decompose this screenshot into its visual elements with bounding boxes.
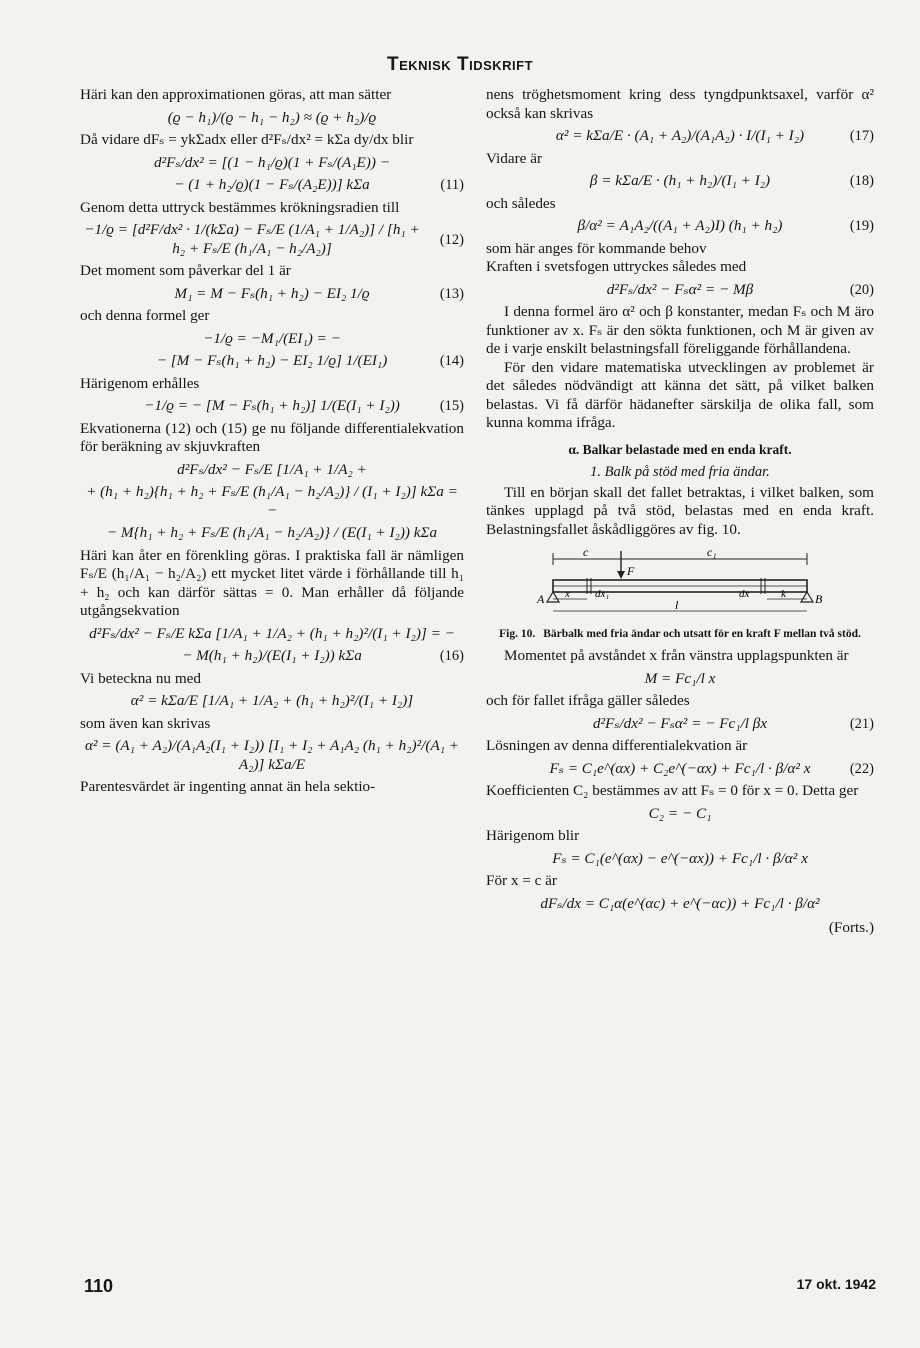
equation-number: (15) [439,398,464,414]
label-A: A [537,592,545,606]
equation-diff-b: + (h₁ + h₂){h₁ + h₂ + Fₛ/E (h₁/A₁ − h₂/A₂)} / (I₁ + I₂)] kΣa = − [86,483,458,519]
continued-note: (Forts.) [828,919,874,936]
paragraph: Häri kan den approximationen göras, att man sätter [80,86,392,103]
equation-19: β/α² = A₁A₂/((A₁ + A₂)I) (h₁ + h₂) (19) [577,217,874,234]
paragraph: som här anges för kommande behov [486,239,707,257]
equation-approx: (ϱ − h₁)/(ϱ − h₁ − h₂) ≈ (ϱ + h₂)/ϱ [167,108,377,126]
paragraph: och för fallet ifråga gäller således [486,692,690,709]
paragraph: Lösningen av denna differentialekvation är [486,737,748,754]
equation-C2: C₂ = − C₁ [648,804,712,822]
paragraph: För x = c är [486,872,557,889]
equation-dFs: dFₛ/dx = C₁α(e^(αc) + e^(−αc)) + Fc₁/l · β/α² [540,894,820,912]
equation-number: (22) [849,760,874,777]
equation-diff-a: d²Fₛ/dx² − Fₛ/E [1/A₁ + 1/A₂ + [177,460,367,478]
equation-18: β = kΣa/E · (h₁ + h₂)/(I₁ + I₂) (18) [589,172,874,189]
equation-number: (19) [849,218,874,234]
label-l: l [675,598,679,612]
journal-title: Teknisk Tidskrift [386,54,534,75]
equation-M: M = Fc₁/l x [644,669,716,687]
equation-21: d²Fₛ/dx² − Fₛα² = − Fc₁/l βx (21) [592,714,874,732]
label-F: F [627,564,635,578]
equation-number: (13) [439,285,464,302]
equation-number: (20) [849,281,874,298]
equation-alpha: α² = kΣa/E [1/A₁ + 1/A₂ + (h₁ + h₂)²/(I₁ + I₂)] [130,692,414,709]
paragraph: För den vidare matematiska utvecklingen av problemet är det således nödvändigt att känna det sätt, på vilket balken belastas. Vi få därför hädanefter särskilja de olika fall, som kunna komma ifråga. [486,358,874,431]
left-column [80,86,464,797]
equation-13: M₁ = M − Fₛ(h₁ + h₂) − EI₂ 1/ϱ (13) [174,284,464,302]
figure-10 [535,545,825,623]
paragraph: Vi beteckna nu med [80,669,201,687]
paragraph: Till en början skall det fallet betraktas, i vilket balken, som tänkes upplagd på två stöd, belastas med en enda kraft. Belastningsfallet åskådliggöres av fig. 10. [486,483,874,538]
equation-14b: − [M − Fₛ(h₁ + h₂) − EI₂ 1/ϱ] 1/(EI₁) (14) [156,352,464,369]
section-heading: α. Balkar belastade med en enda kraft. [568,441,792,457]
label-x: x [565,588,570,600]
equation-number: (21) [849,715,874,732]
equation-16b: − M(h₁ + h₂)/(E(I₁ + I₂)) kΣa (16) [182,647,464,664]
paragraph: som även kan skrivas [80,714,211,732]
paragraph: och således [486,194,556,212]
paragraph: Parentesvärdet är ingenting annat än hela sektio- [80,778,376,795]
figure-caption: Fig. 10. Bärbalk med fria ändar och utsatt för en kraft F mellan två stöd. [499,628,861,640]
subsection-heading: 1. Balk på stöd med fria ändar. [590,464,770,480]
paragraph: Häri kan åter en förenkling göras. I praktiska fall är nämligen Fₛ/E (h₁/A₁ − h₂/A₂) ett mycket litet värde i förhållande till h₁ + h₂ och kan därför sättas = 0. Man erhåller då följande utgångsekvation [80,546,464,619]
paragraph: Vidare är [486,149,543,167]
label-c1: c₁ [707,545,717,559]
equation-12: −1/ϱ = [d²F/dx² · 1/(kΣa) − Fₛ/E (1/A₁ + 1/A₂)] / [h₁ + h₂ + Fₛ/E (h₁/A₁ − h₂/A₂)] (12) [84,221,464,257]
paragraph: nens tröghetsmoment kring dess tyngdpunktsaxel, varför α² också kan skrivas [486,86,874,122]
equation-14a: −1/ϱ = −M₁/(EI₁) = − [203,329,341,347]
equation-number: (11) [440,177,464,193]
equation-number: (12) [439,231,464,248]
paragraph: och denna formel ger [80,307,210,324]
paragraph: Härigenom blir [486,827,580,844]
equation-11a: d²Fₛ/dx² = [(1 − h₁/ϱ)(1 + Fₛ/(A₁E)) − [154,153,390,171]
equation-number: (14) [439,353,464,369]
equation-number: (18) [849,173,874,189]
paragraph: I denna formel äro α² och β konstanter, medan Fₛ och M äro funktioner av x. Fₛ är den sökta funktionen, och M är given av de i varje enskilt belastningsfall föreliggande förhållandena. [486,303,874,357]
paragraph: Då vidare dFₛ = ykΣadx eller d²Fₛ/dx² = kΣa dy/dx blir [80,131,414,148]
paragraph: Kraften i svetsfogen uttryckes således med [486,258,747,275]
label-B: B [815,592,823,606]
equation-22: Fₛ = C₁e^(αx) + C₂e^(−αx) + Fc₁/l · β/α² x (22) [549,759,874,777]
issue-date: 17 okt. 1942 [796,1276,876,1292]
equation-alpha-2: α² = (A₁ + A₂)/(A₁A₂(I₁ + I₂)) [I₁ + I₂ + A₁A₂ (h₁ + h₂)²/(A₁ + A₂)] kΣa/E [84,737,460,773]
label-c: c [583,545,589,559]
right-column [486,86,874,938]
equation-11b: − (1 + h₂/ϱ)(1 − Fₛ/(A₂E))] kΣa (11) [174,176,464,193]
label-k: k [781,588,786,600]
paragraph: Det moment som påverkar del 1 är [80,262,291,279]
paragraph: Ekvationerna (12) och (15) ge nu följande differentialekvation för beräkning av skjuvkraften [80,419,464,455]
equation-20: d²Fₛ/dx² − Fₛα² = − Mβ (20) [606,280,874,298]
equation-number: (17) [849,128,874,144]
equation-Fs: Fₛ = C₁(e^(αx) − e^(−αx)) + Fc₁/l · β/α² x [552,849,808,867]
paragraph: Koefficienten C₂ bestämmes av att Fₛ = 0 för x = 0. Detta ger [486,782,859,799]
beam-diagram [535,545,825,623]
label-dx1: dx₁ [595,588,610,600]
equation-number: (16) [439,648,464,664]
paragraph: Härigenom erhålles [80,374,200,392]
paragraph: Genom detta uttryck bestämmes krökningsradien till [80,198,400,216]
label-dx: dx [739,588,750,600]
page-number: 110 [84,1276,114,1296]
equation-17: α² = kΣa/E · (A₁ + A₂)/(A₁A₂) · I/(I₁ + I₂) (17) [555,127,874,144]
paragraph: Momentet på avståndet x från vänstra upplagspunkten är [504,647,849,664]
equation-diff-c: − M{h₁ + h₂ + Fₛ/E (h₁/A₁ − h₂/A₂)} / (E(I₁ + I₂)) kΣa [106,524,438,541]
equation-15: −1/ϱ = − [M − Fₛ(h₁ + h₂)] 1/(E(I₁ + I₂)) (15) [144,397,464,414]
equation-16a: d²Fₛ/dx² − Fₛ/E kΣa [1/A₁ + 1/A₂ + (h₁ + h₂)²/(I₁ + I₂)] = − [89,624,455,642]
